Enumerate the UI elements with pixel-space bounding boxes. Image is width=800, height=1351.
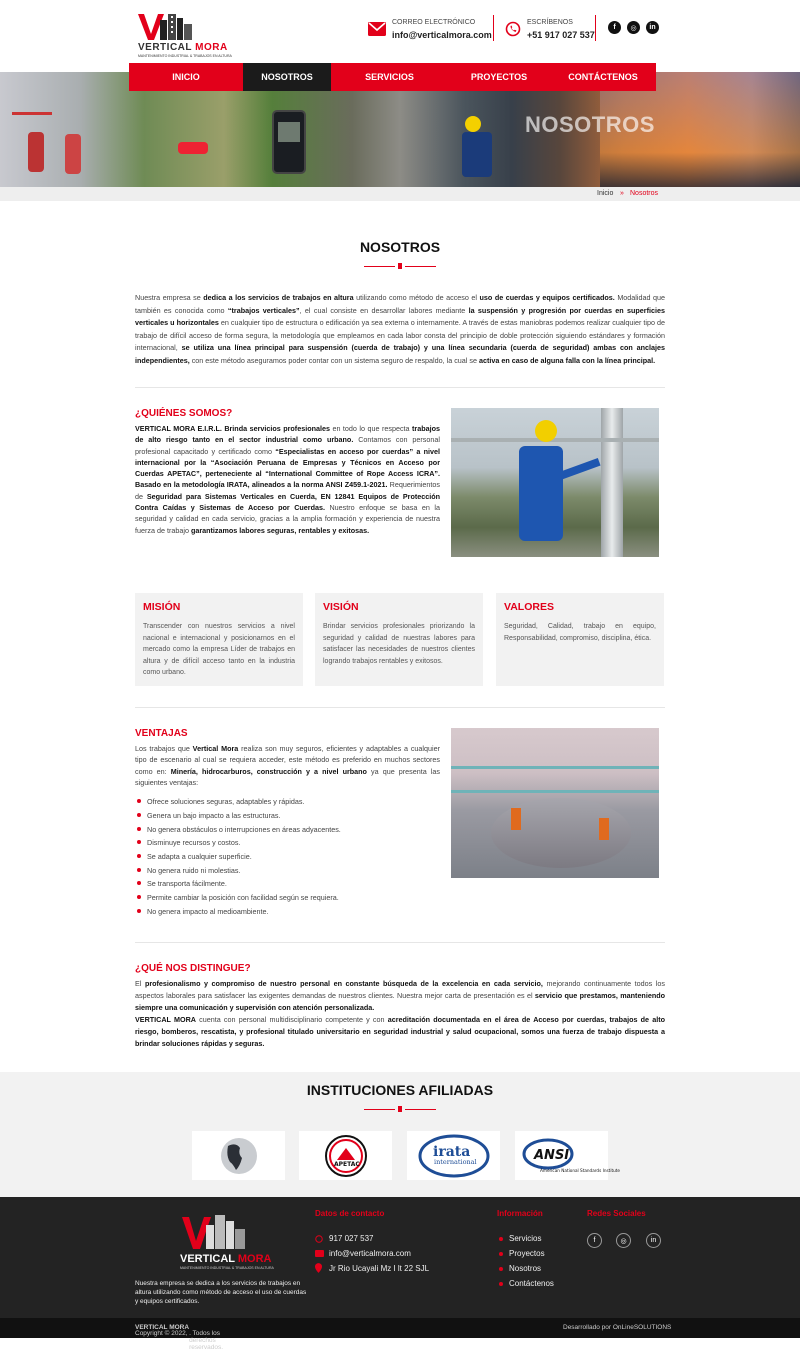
worker-photo-2 [451,728,659,878]
header-email[interactable] [368,17,492,41]
worker-photo-1 [451,408,659,557]
card-text: Transcender con nuestros servicios a nivel nacional e internacional y posicionarnos en el mercado como la empresa Líder de trabajos en altura y de difícil acceso tanto en la industria como urbano. [143,623,295,676]
nav-proyectos[interactable]: PROYECTOS [470,72,528,82]
card-title: MISIÓN [143,601,181,613]
facebook-icon[interactable]: f [608,21,621,34]
logo-buildings-icon [138,10,198,44]
whatsapp-icon [315,1235,323,1243]
email-label: CORREO ELECTRÓNICO [392,19,476,26]
mail-icon [368,22,386,36]
apetac-icon [319,1134,373,1178]
ventajas-paragraph: Los trabajos que Vertical Mora realiza son muy seguros, eficientes y adaptables a cualquier tipo de escenario al cual se requiera acceder, este método es preferido en muchos sectores como en: Minería, hidrocarburos, construcción y a nivel urbano ya que presenta las siguientes ventajas: [135,744,441,787]
list-item: Disminuye recursos y costos. [135,838,665,852]
institution-logo-irata[interactable] [407,1131,500,1180]
footer-phone[interactable]: 917 027 537 [329,1234,374,1243]
section-divider [135,707,665,708]
nav-servicios[interactable]: SERVICIOS [365,72,414,82]
ansi-icon [520,1136,620,1176]
ventajas-title: VENTAJAS [135,728,188,739]
distingue-section [135,963,665,1050]
footer-description: Nuestra empresa se dedica a los servicios de trabajos en altura utilizando como método de acceso el uso de cuerdas y equipos certificados. [135,1280,307,1305]
footer-link-nosotros[interactable]: Nosotros [509,1264,542,1273]
card-title: VALORES [504,601,554,613]
hero-title: NOSOTROS [525,112,655,137]
list-item: Permite cambiar la posición con facilidad según se requiera. [135,893,665,907]
svg-text:irata: irata [432,1143,470,1160]
site-header [0,0,800,62]
svg-text:international: international [433,1157,477,1166]
card-text: Seguridad, Calidad, trabajo en equipo, Responsabilidad, compromiso, disciplina, ética. [504,623,656,642]
footer-social-title: Redes Sociales [587,1209,646,1218]
distingue-paragraph: El profesionalismo y compromiso de nuestro personal en constante búsqueda de la excelencia en cada servicio, mejorando continuamente todos los aspectos laborales para satisfacer las exigentes demandas de nuestros clientes. Nuestra mejor carta de presentación es el servicio que prestamos, manteniendo siempre una comunicación y supervisión con atención personalizada. VERTICAL MORA cuenta con personal multidisciplinario competente y con acreditación documentada en el área de Acceso por cuerdas, trabajos de alto riesgo, bomberos, rescatista, y profesional titulado universitario en seguridad industrial y salud ocupacional, somos una fuerza de trabajo dispuesta a brindar soluciones rápidas y seguras. [135,979,665,1048]
linkedin-icon[interactable]: in [646,21,659,34]
distingue-title: ¿QUÉ NOS DISTINGUE? [135,963,251,974]
svg-text:ANSI: ANSI [533,1147,569,1163]
ventajas-section [135,728,665,942]
list-item: Ofrece soluciones seguras, adaptables y rápidas. [135,797,665,811]
footer-tagline: MANTENIMIENTO INDUSTRIAL & TRABAJOS EN ALTURA [180,1266,274,1270]
footer-address: Jr Rio Ucayali Mz I lt 22 SJL [329,1264,430,1273]
title-divider [364,262,436,270]
nav-inicio[interactable]: INICIO [172,72,200,82]
instagram-icon[interactable]: ◎ [616,1233,631,1248]
footer-link-contactenos[interactable]: Contáctenos [509,1279,554,1288]
mision-vision-valores [135,593,665,686]
institution-logo-globe[interactable] [192,1131,285,1180]
list-item: No genera ruido ni molestias. [135,866,665,880]
nav-nosotros[interactable]: NOSOTROS [243,63,331,91]
brand-tagline: MANTENIMIENTO INDUSTRIAL & TRABAJOS EN ALTURA [138,54,232,58]
divider [493,15,494,41]
logo-buildings-icon [180,1211,250,1253]
location-icon [315,1263,322,1273]
card-mision [135,593,303,686]
main-nav [129,63,656,91]
page-title: NOSOTROS [359,239,441,255]
instituciones-title: INSTITUCIONES AFILIADAS [306,1082,494,1098]
footer-wordmark: VERTICAL MORA [180,1253,272,1265]
breadcrumb-current: Nosotros [630,190,659,197]
quienes-section [135,408,665,578]
footer-logo[interactable] [180,1211,274,1271]
list-item: No genera obstáculos o interrupciones en áreas adyacentes. [135,825,665,839]
instagram-icon[interactable]: ◎ [627,21,640,34]
list-item: Se transporta fácilmente. [135,879,665,893]
institution-logo-apetac[interactable] [299,1131,392,1180]
email-value[interactable]: info@verticalmora.com [392,30,492,40]
quienes-paragraph: VERTICAL MORA E.I.R.L. Brinda servicios profesionales en todo lo que respecta trabajos de alto riesgo tanto en el sector industrial como urbano. Contamos con personal profesional capacitado y certificado como “Especialistas en acceso por cuerdas” a nivel internacional por la “Asociación Peruana de Empresas y Técnicos en Acceso por Cuerdas APETAC”, perteneciente al “International Committee of Rope Access ICRA”. Basado en la metodología IRATA, alineados a la norma ANSI Z459.1-2021. Requerimientos de Seguridad para Sistemas Verticales en Cuerda, EN 12841 Equipos de Protección Contra Caídas y Sistemas de Acceso por Cuerdas. Nuestro enfoque se basa en la seguridad y calidad en cada servicio, gracias a la amplia formación y experiencia de nuestra fuerza de trabajo garantizamos labores seguras, rentables y exitosas. [135,424,441,535]
section-divider [135,942,665,943]
quienes-title: ¿QUIÉNES SOMOS? [135,408,233,419]
card-text: Brindar servicios profesionales priorizando la seguridad y calidad de nuestras labores para satisfacer las necesidades de nuestros clientes logrando trabajos rentables y exitosos. [323,623,475,665]
developer-credit[interactable]: Desarrollado por OnLineSOLUTIONS [563,1324,672,1331]
divider [595,15,596,41]
svg-text:APETAC: APETAC [333,1160,360,1168]
site-footer [0,1197,800,1318]
hero-banner [0,72,800,187]
footer-info-title: Información [497,1209,543,1218]
footer-link-proyectos[interactable]: Proyectos [509,1249,545,1258]
radio-device-image [272,110,306,174]
copyright-bar [0,1318,800,1351]
footer-link-servicios[interactable]: Servicios [509,1234,542,1243]
whatsapp-icon [505,21,521,37]
breadcrumb-separator: » [620,190,624,197]
mail-icon [315,1250,324,1257]
card-vision [315,593,483,686]
worker-figure [28,132,44,172]
climber-figure [462,132,492,177]
card-valores [496,593,664,686]
phone-label: ESCRÍBENOS [527,19,573,26]
svg-text:American National Standards In: American National Standards Institute [539,1167,620,1173]
footer-contact-title: Datos de contacto [315,1209,385,1218]
header-phone[interactable] [505,17,595,41]
institution-logo-ansi[interactable] [515,1131,620,1180]
breadcrumb [0,187,800,201]
phone-value[interactable]: +51 917 027 537 [527,30,595,40]
intro-paragraph: Nuestra empresa se dedica a los servicios de trabajos en altura utilizando como método de acceso el uso de cuerdas y equipos certificados. Modalidad que también es conocida como “trabajos verticales”, el cual consiste en desarrollar labores mediante la suspensión y progresión por cuerdas en superficies verticales u horizontales en cualquier tipo de estructura o edificación ya sea externa o internamente. A través de estas maniobras podemos realizar cualquier tipo de trabajo de difícil acceso de forma segura, la metodología que empleamos en cada labor consta del principio de doble protección siguiendo estándares y formación internacional, se utiliza una línea principal para suspensión (cuerda de trabajo) y una línea secundaria (cuerda de seguridad) ambas con anclajes independientes, con este método aseguramos poder contar con un sistema seguro de respaldo, la cual se activa en caso de alguna falla con la línea principal. [135,293,666,365]
list-item: No genera impacto al medioambiente. [135,907,665,921]
worker-figure [65,134,81,174]
list-item: Genera un bajo impacto a las estructuras. [135,811,665,825]
brand-logo[interactable] [138,10,232,58]
brand-wordmark: VERTICAL MORA [138,42,228,53]
breadcrumb-home[interactable]: Inicio [597,190,614,197]
list-item: Se adapta a cualquier superficie. [135,852,665,866]
lift-figure [178,142,208,154]
globe-icon [216,1136,262,1176]
facebook-icon[interactable]: f [587,1233,602,1248]
nav-contactenos[interactable]: CONTÁCTENOS [568,72,638,82]
card-title: VISIÓN [323,601,359,613]
irata-icon [417,1133,491,1179]
section-divider [135,387,665,388]
instituciones-section [0,1072,800,1197]
footer-email[interactable]: info@verticalmora.com [329,1249,411,1258]
copyright-text: Copyright © 2022, VERTICAL MORA . Todos los derechos reservados. [135,1324,224,1351]
title-divider [364,1105,436,1113]
linkedin-icon[interactable]: in [646,1233,661,1248]
